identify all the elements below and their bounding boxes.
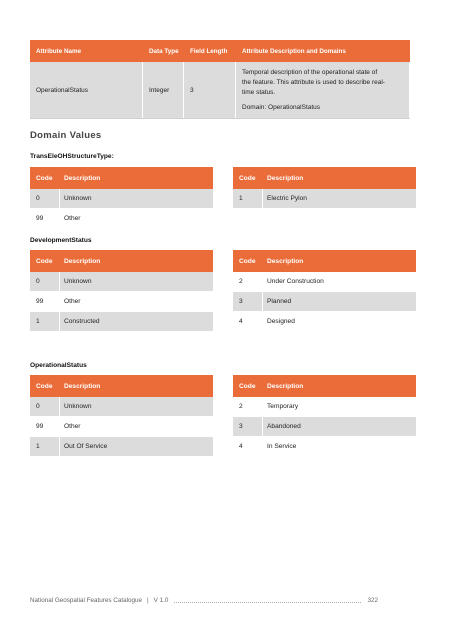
code-cell: 3 [233,417,263,436]
code-cell: 3 [233,292,263,311]
description-header: Description [267,382,304,390]
table-row [233,397,416,417]
description-cell: Designed [267,318,295,325]
code-cell: 99 [36,298,44,305]
description-cell: Planned [267,298,292,305]
attribute-table-header [30,40,410,62]
description-cell: Temporary [267,403,299,410]
code-header: Code [239,174,256,182]
description-cell: Unknown [64,278,92,285]
code-header: Code [36,382,53,390]
footer-dot-leader [174,602,361,603]
footer-title: National Geospatial Features Catalogue [30,597,143,604]
table-row [233,292,416,312]
attribute-table [30,40,410,119]
table-row [30,417,213,437]
table-row [30,209,213,229]
code-cell: 4 [239,318,243,325]
domain-table-right [233,375,416,457]
table-row [30,397,213,417]
page-number: 322 [367,597,378,604]
description-header: Description [64,382,101,390]
description-cell: Constructed [64,318,100,325]
domain-table-right [233,250,416,332]
attribute-description-line: the feature. This attribute is used to describe real- [242,78,385,86]
code-cell: 99 [36,423,44,430]
table-row [233,312,416,332]
header-data-type: Data Type [149,47,179,55]
description-header: Description [64,174,101,182]
code-cell: 2 [239,403,243,410]
description-header: Description [267,257,304,265]
attribute-description-line: Temporal description of the operational state of [242,68,378,76]
description-cell: Abandoned [267,423,301,430]
code-cell: 2 [239,278,243,285]
attribute-type: Integer [149,86,170,94]
code-cell: 0 [30,397,60,416]
attribute-length: 3 [190,86,194,94]
domain-table-header [233,375,416,397]
table-row [30,292,213,312]
attribute-description-line: time status. [242,88,276,96]
description-cell: Other [64,298,81,305]
domain-table-header [30,250,213,272]
domain-title: TransEleOHStructureType: [30,153,114,160]
header-description: Attribute Description and Domains [242,47,346,55]
table-row [233,189,416,209]
table-row [30,437,213,457]
table-row [30,272,213,292]
domain-table-left [30,250,213,332]
description-cell: Other [64,215,81,222]
code-header: Code [239,257,256,265]
code-header: Code [36,174,53,182]
domain-table-left [30,167,213,229]
domain-table-header [233,167,416,189]
code-cell: 99 [36,215,44,222]
domain-table-header [30,375,213,397]
description-cell: Out Of Service [64,443,108,450]
description-cell: Under Construction [267,278,324,285]
code-cell: 1 [30,437,60,456]
description-cell: In Service [267,443,297,450]
header-field-length: Field Length [190,47,228,55]
code-cell: 1 [30,312,60,331]
domain-title: DevelopmentStatus [30,237,92,244]
code-cell: 0 [30,272,60,291]
code-cell: 4 [239,443,243,450]
code-cell: 0 [30,189,60,208]
description-cell: Other [64,423,81,430]
attribute-row [30,62,410,119]
domain-table-right [233,167,416,209]
table-row [233,417,416,437]
code-header: Code [239,382,256,390]
attribute-domain: Domain: OperationalStatus [242,103,321,111]
table-row [233,437,416,457]
description-header: Description [64,257,101,265]
footer-version: V 1.0 [153,597,169,604]
domain-title: OperationalStatus [30,362,87,369]
code-header: Code [36,257,53,265]
table-row [30,189,213,209]
domain-table-left [30,375,213,457]
domain-table-header [233,250,416,272]
table-row [233,272,416,292]
domain-table-header [30,167,213,189]
footer-separator: | [147,597,149,604]
description-header: Description [267,174,304,182]
attribute-name: OperationalStatus [36,86,89,94]
header-attribute-name: Attribute Name [36,47,82,55]
description-cell: Unknown [64,195,92,202]
table-row [30,312,213,332]
code-cell: 1 [233,189,263,208]
page-footer [30,597,410,604]
description-cell: Unknown [64,403,92,410]
description-cell: Electric Pylon [267,195,307,202]
domain-values-title: Domain Values [30,130,102,141]
